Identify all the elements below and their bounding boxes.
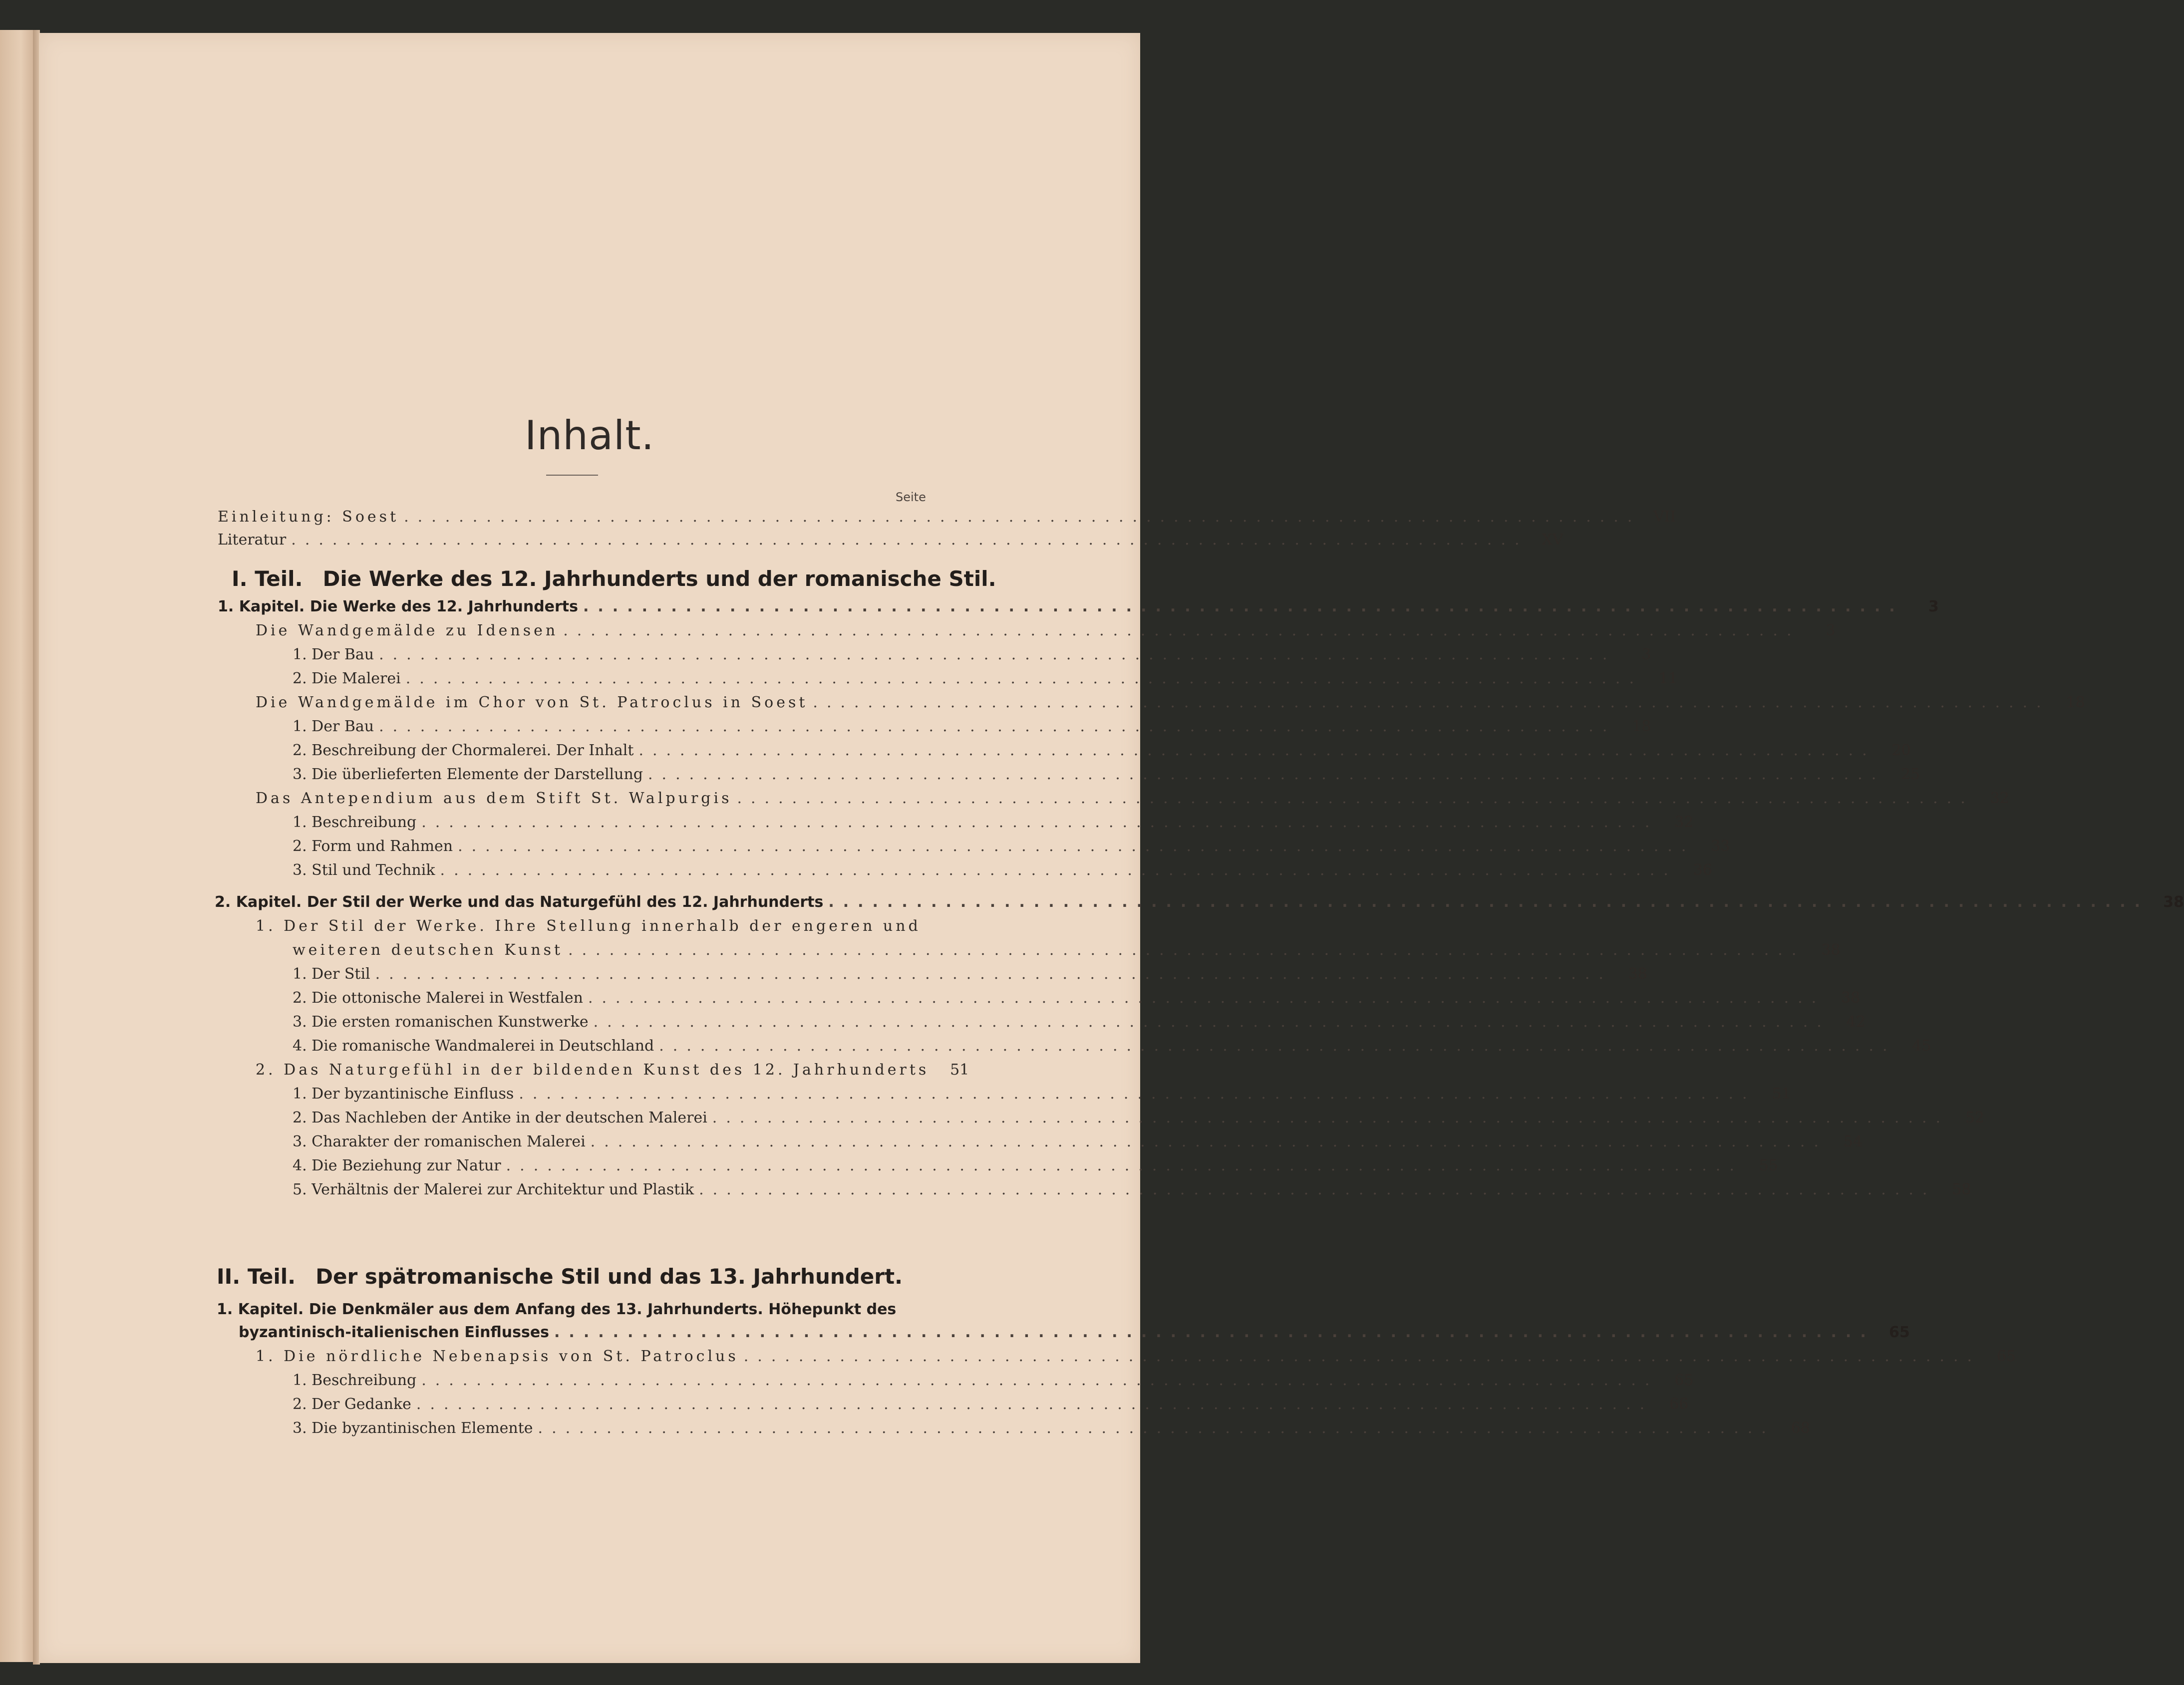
toc-entry[interactable]: 2. Beschreibung der Chormalerei. Der Inhalt .......................................................................................... 20 <box>293 741 956 761</box>
toc-entry-line[interactable]: 1. Der Stil der Werke. Ihre Stellung innerhalb der engeren und <box>256 917 921 935</box>
chapter-entry-line[interactable]: 1. Kapitel. Die Denkmäler aus dem Anfang des 13. Jahrhunderts. Höhepunkt des <box>217 1301 897 1318</box>
leader-dots: .......................................................................................... <box>416 1396 1654 1413</box>
toc-entry[interactable]: 3. Die ersten romanischen Kunstwerke .......................................................................................... 42 <box>293 1012 956 1032</box>
leader-dots: .......................................................................................... <box>538 1419 1775 1437</box>
toc-entry[interactable]: weiteren deutschen Kunst .......................................................................................... 38 <box>293 940 956 960</box>
toc-entry[interactable]: 3. Die überlieferten Elemente der Darstellung .......................................................................................... 25 <box>293 765 956 785</box>
toc-entry[interactable]: Die Wandgemälde zu Idensen .......................................................................................... 3 <box>256 621 956 641</box>
seite-label: Seite <box>896 490 926 504</box>
toc-entry[interactable]: 1. Der Bau .......................................................................................... 3 <box>293 645 956 665</box>
leader-dots: .......................................................................................... <box>519 1085 1756 1103</box>
toc-entry[interactable]: Das Antependium aus dem Stift St. Walpurgis .......................................................................................... 32 <box>256 789 956 809</box>
leader-dots: .......................................................................................... <box>568 941 1806 959</box>
toc-entry[interactable]: Literatur .......................................................................................... XV <box>218 530 966 550</box>
leader-dots: .......................................................................................... <box>712 1109 1950 1126</box>
leader-dots: .......................................................................................... <box>506 1157 1743 1174</box>
leader-dots: .......................................................................................... <box>590 1133 1828 1150</box>
page-title: Inhalt. <box>524 412 655 459</box>
toc-entry[interactable]: 1. Beschreibung .......................................................................................... 32 <box>293 813 956 833</box>
leader-dots: .......................................................................................... <box>404 508 1641 526</box>
chapter-entry[interactable]: 2. Kapitel. Der Stil der Werke und das Naturgefühl des 12. Jahrhunderts .......................................................................................... 38 <box>215 892 956 912</box>
toc-entry[interactable]: 2. Die ottonische Malerei in Westfalen .......................................................................................... 38 <box>293 988 956 1008</box>
toc-entry[interactable]: 2. Das Nachleben der Antike in der deutschen Malerei .......................................................................................... 52 <box>293 1108 956 1128</box>
toc-entry[interactable]: 1. Beschreibung .......................................................................................... 65 <box>293 1371 953 1391</box>
toc-entry[interactable]: 4. Die romanische Wandmalerei in Deutschland .......................................................................................... 45 <box>293 1036 956 1056</box>
leader-dots: .......................................................................................... <box>737 790 1974 807</box>
part-heading: I. Teil. Die Werke des 12. Jahrhunderts und der romanische Stil. <box>232 566 996 591</box>
leader-dots: .......................................................................................... <box>379 646 1616 663</box>
toc-entry[interactable]: Die Wandgemälde im Chor von St. Patroclus in Soest .......................................................................................... 18 <box>256 693 956 713</box>
toc-entry[interactable]: 2. Die Malerei .......................................................................................... 11 <box>293 669 956 689</box>
leader-dots: .......................................................................................... <box>743 1348 1981 1365</box>
leader-dots: .......................................................................................... <box>638 742 1876 759</box>
leader-dots: .......................................................................................... <box>405 670 1643 687</box>
leader-dots: .......................................................................................... <box>421 1372 1659 1389</box>
toc-entry[interactable]: 1. Der Stil .......................................................................................... 38 <box>293 964 956 984</box>
toc-entry[interactable]: 4. Die Beziehung zur Natur .......................................................................................... 55 <box>293 1156 956 1176</box>
leader-dots: .......................................................................................... <box>828 893 2150 911</box>
leader-dots: .......................................................................................... <box>659 1037 1896 1055</box>
toc-entry[interactable]: Einleitung: Soest .......................................................................................... VII <box>218 507 966 527</box>
leader-dots: .......................................................................................... <box>588 989 1826 1007</box>
leader-dots: .......................................................................................... <box>375 965 1612 983</box>
toc-page <box>39 33 2184 1663</box>
leader-dots: .......................................................................................... <box>583 598 1904 615</box>
leader-dots: .......................................................................................... <box>379 718 1616 735</box>
leader-dots: .......................................................................................... <box>554 1324 1875 1341</box>
chapter-entry[interactable]: byzantinisch-italienischen Einflusses .......................................................................................... 65 <box>239 1323 953 1343</box>
leader-dots: .......................................................................................... <box>593 1013 1831 1031</box>
toc-entry[interactable]: 1. Die nördliche Nebenapsis von St. Patroclus .......................................................................................... 65 <box>256 1347 953 1367</box>
leader-dots: .......................................................................................... <box>440 861 1677 879</box>
leader-dots: .......................................................................................... <box>421 814 1659 831</box>
toc-entry[interactable]: 2. Der Gedanke .......................................................................................... 66 <box>293 1395 953 1414</box>
table-of-contents <box>39 33 2184 1663</box>
toc-entry[interactable]: 5. Verhältnis der Malerei zur Architektur und Plastik .......................................................................................... 58 <box>293 1180 956 1200</box>
toc-entry[interactable]: 2. Form und Rahmen .......................................................................................... 33 <box>293 837 956 856</box>
leader-dots: .......................................................................................... <box>563 622 1801 639</box>
toc-entry[interactable]: 3. Stil und Technik .......................................................................................... 36 <box>293 860 956 880</box>
facing-page-edge <box>0 30 35 1662</box>
part-heading: II. Teil. Der spätromanische Stil und das 13. Jahrhundert. <box>217 1264 903 1289</box>
leader-dots: .......................................................................................... <box>813 694 2050 711</box>
toc-entry[interactable]: 3. Charakter der romanischen Malerei .......................................................................................... 54 <box>293 1132 956 1152</box>
toc-entry[interactable]: 1. Der byzantinische Einfluss .......................................................................................... 51 <box>293 1084 956 1104</box>
toc-entry[interactable]: 1. Der Bau .......................................................................................... 18 <box>293 717 956 737</box>
toc-entry[interactable]: 2. Das Naturgefühl in der bildenden Kunst des 12. Jahrhunderts 51 <box>256 1061 969 1079</box>
leader-dots: .......................................................................................... <box>648 766 1885 783</box>
leader-dots: .......................................................................................... <box>458 838 1695 855</box>
toc-entry[interactable]: 3. Die byzantinischen Elemente .......................................................................................... 68 <box>293 1418 953 1438</box>
leader-dots: .......................................................................................... <box>291 531 1529 549</box>
chapter-entry[interactable]: 1. Kapitel. Die Werke des 12. Jahrhunderts .......................................................................................... 3 <box>218 597 956 617</box>
leader-dots: .......................................................................................... <box>699 1181 1936 1198</box>
